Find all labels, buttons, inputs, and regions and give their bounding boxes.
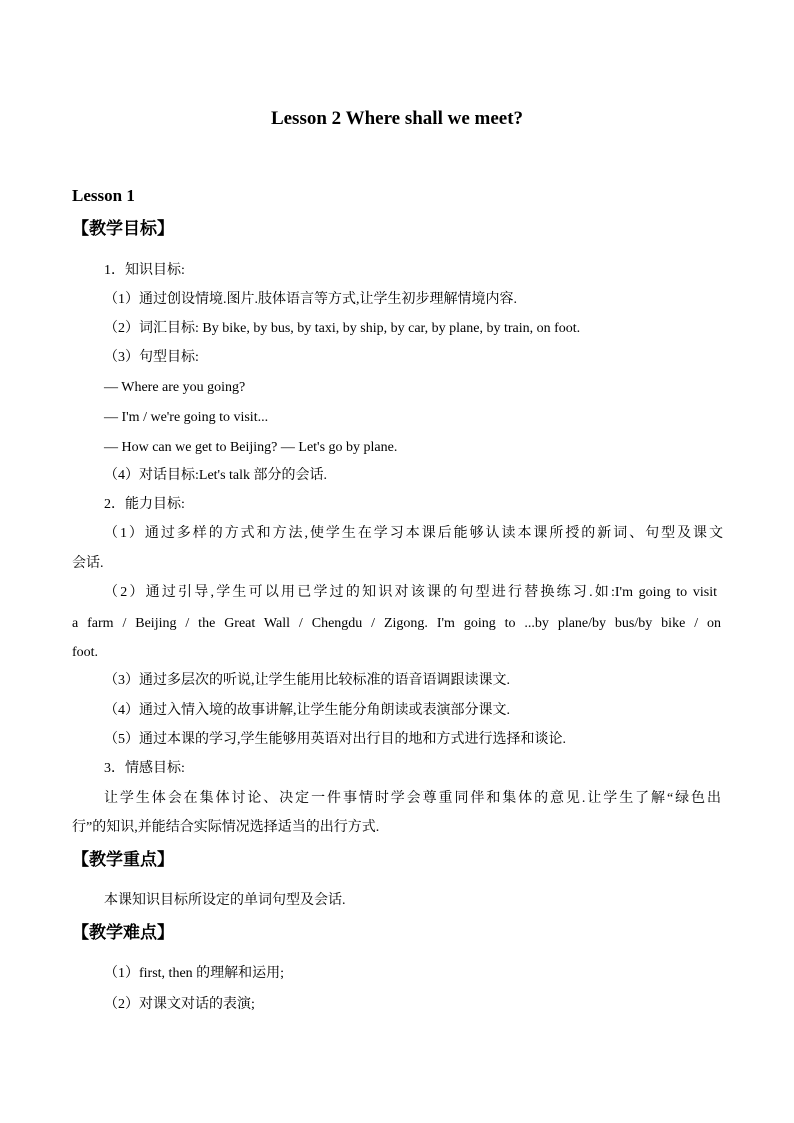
- dialog-line: — I'm / we're going to visit...: [104, 410, 269, 425]
- ability-goal-title: 2．能力目标:: [104, 497, 185, 512]
- conversation-goal-item: （4）对话目标:Let's talk 部分的会话.: [104, 468, 328, 483]
- dialog-line: — Where are you going?: [104, 380, 246, 395]
- lesson-label: Lesson 1: [72, 186, 135, 205]
- ability-goal-item: （3）通过多层次的听说,让学生能用比较标准的语音语调跟读课文.: [104, 673, 510, 688]
- dialog-line: — How can we get to Beijing? — Let's go by plane.: [104, 440, 398, 455]
- ability-goal-item-cont: 会话.: [72, 556, 104, 571]
- ability-goal-item-cont: foot.: [72, 645, 99, 660]
- ability-goal-item-cont: a farm / Beijing / the Great Wall / Chengdu / Zigong. I'm going to ...by plane/by bus/by bike / on: [72, 616, 721, 631]
- page-title: Lesson 2 Where shall we meet?: [270, 108, 524, 129]
- difficulty-item: （2）对课文对话的表演;: [104, 997, 255, 1012]
- knowledge-goal-title: 1．知识目标:: [104, 263, 185, 278]
- ability-goal-item: （4）通过入情入境的故事讲解,让学生能分角朗读或表演部分课文.: [104, 703, 510, 718]
- emotion-goal-title: 3．情感目标:: [104, 761, 185, 776]
- emotion-goal-item-cont: 行”的知识,并能结合实际情况选择适当的出行方式.: [72, 820, 380, 835]
- key-points-heading: 【教学重点】: [72, 850, 174, 869]
- knowledge-goal-item: （1）通过创设情境.图片.肢体语言等方式,让学生初步理解情境内容.: [104, 292, 517, 307]
- ability-goal-item: （1）通过多样的方式和方法,使学生在学习本课后能够认读本课所授的新词、句型及课文: [104, 526, 723, 541]
- goals-heading: 【教学目标】: [72, 219, 174, 238]
- difficulties-heading: 【教学难点】: [72, 923, 174, 942]
- vocabulary-goal-item: （2）词汇目标: By bike, by bus, by taxi, by ship, by car, by plane, by train, on foot.: [104, 321, 581, 336]
- ability-goal-item: （2）通过引导,学生可以用已学过的知识对该课的句型进行替换练习.如:I'm going to visit: [104, 585, 717, 600]
- key-points-text: 本课知识目标所设定的单词句型及会话.: [104, 893, 346, 908]
- emotion-goal-item: 让学生体会在集体讨论、决定一件事情时学会尊重同伴和集体的意见.让学生了解“绿色出: [104, 791, 721, 806]
- ability-goal-item: （5）通过本课的学习,学生能够用英语对出行目的地和方式进行选择和谈论.: [104, 732, 566, 747]
- difficulty-item: （1）first, then 的理解和运用;: [104, 966, 285, 981]
- sentence-goal-item: （3）句型目标:: [104, 350, 199, 365]
